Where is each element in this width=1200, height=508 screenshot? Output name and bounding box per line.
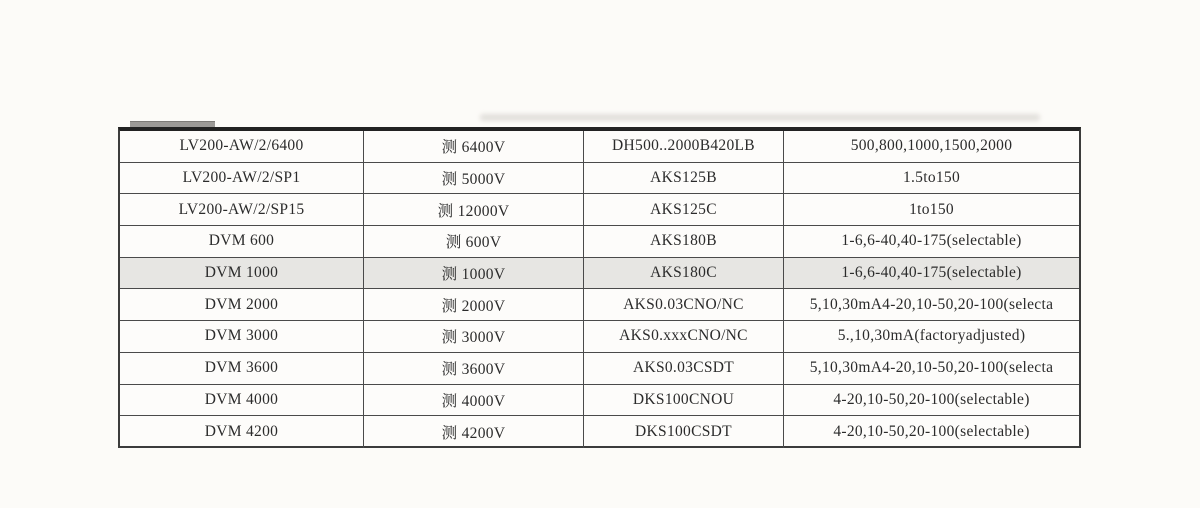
- table-row: [120, 289, 1079, 321]
- cell-sensor: AKS125B: [584, 163, 784, 194]
- cell-model: DVM 3000: [120, 321, 364, 352]
- product-spec-table: [118, 127, 1081, 448]
- table-row: [120, 353, 1079, 385]
- cell-range: 4-20,10-50,20-100(selectable): [833, 423, 1030, 441]
- cell-measure: 测 600V: [364, 226, 584, 257]
- cell-measure: 测 6400V: [364, 131, 584, 162]
- cell-measure: 测 4200V: [364, 416, 584, 448]
- cell-sensor: DH500..2000B420LB: [584, 131, 784, 162]
- cell-model: LV200-AW/2/SP15: [120, 194, 364, 225]
- cell-model: DVM 4200: [120, 416, 364, 448]
- cell-range: 500,800,1000,1500,2000: [850, 137, 1013, 155]
- cell-range: 1-6,6-40,40-175(selectable): [841, 232, 1022, 250]
- cell-sensor: AKS180C: [584, 258, 784, 289]
- cell-model: LV200-AW/2/6400: [120, 131, 364, 162]
- table-row: [120, 163, 1079, 195]
- cell-range: 5,10,30mA4-20,10-50,20-100(selecta: [809, 295, 1054, 313]
- cell-model: DVM 1000: [120, 258, 364, 289]
- cell-sensor: DKS100CNOU: [584, 385, 784, 416]
- cell-model: LV200-AW/2/SP1: [120, 163, 364, 194]
- table-row: [120, 321, 1079, 353]
- cell-model: DVM 2000: [120, 289, 364, 320]
- cell-sensor: DKS100CSDT: [584, 416, 784, 448]
- cell-range: 4-20,10-50,20-100(selectable): [833, 390, 1030, 408]
- cell-range: 5,10,30mA4-20,10-50,20-100(selecta: [809, 359, 1054, 377]
- cell-model: DVM 3600: [120, 353, 364, 384]
- cell-measure: 测 5000V: [364, 163, 584, 194]
- cell-sensor: AKS0.03CSDT: [584, 353, 784, 384]
- cell-measure: 测 2000V: [364, 289, 584, 320]
- cell-measure: 测 1000V: [364, 258, 584, 289]
- cell-sensor: AKS0.03CNO/NC: [584, 289, 784, 320]
- cell-range: 1.5to150: [902, 169, 961, 187]
- table-row-highlighted: [120, 258, 1079, 290]
- table-row: [120, 131, 1079, 163]
- cell-range: 1to150: [909, 200, 954, 218]
- table-row: [120, 385, 1079, 417]
- faint-header-smudge-artifact: [480, 114, 1040, 121]
- cell-model: DVM 4000: [120, 385, 364, 416]
- table-row: [120, 416, 1079, 448]
- cell-sensor: AKS180B: [584, 226, 784, 257]
- cell-sensor: AKS0.xxxCNO/NC: [584, 321, 784, 352]
- cell-sensor: AKS125C: [584, 194, 784, 225]
- cell-measure: 测 4000V: [364, 385, 584, 416]
- cell-range: 1-6,6-40,40-175(selectable): [841, 264, 1022, 282]
- cell-measure: 测 12000V: [364, 194, 584, 225]
- cell-measure: 测 3000V: [364, 321, 584, 352]
- cell-measure: 测 3600V: [364, 353, 584, 384]
- table-row: [120, 194, 1079, 226]
- cell-range: 5.,10,30mA(factoryadjusted): [837, 327, 1026, 345]
- cell-model: DVM 600: [120, 226, 364, 257]
- table-row: [120, 226, 1079, 258]
